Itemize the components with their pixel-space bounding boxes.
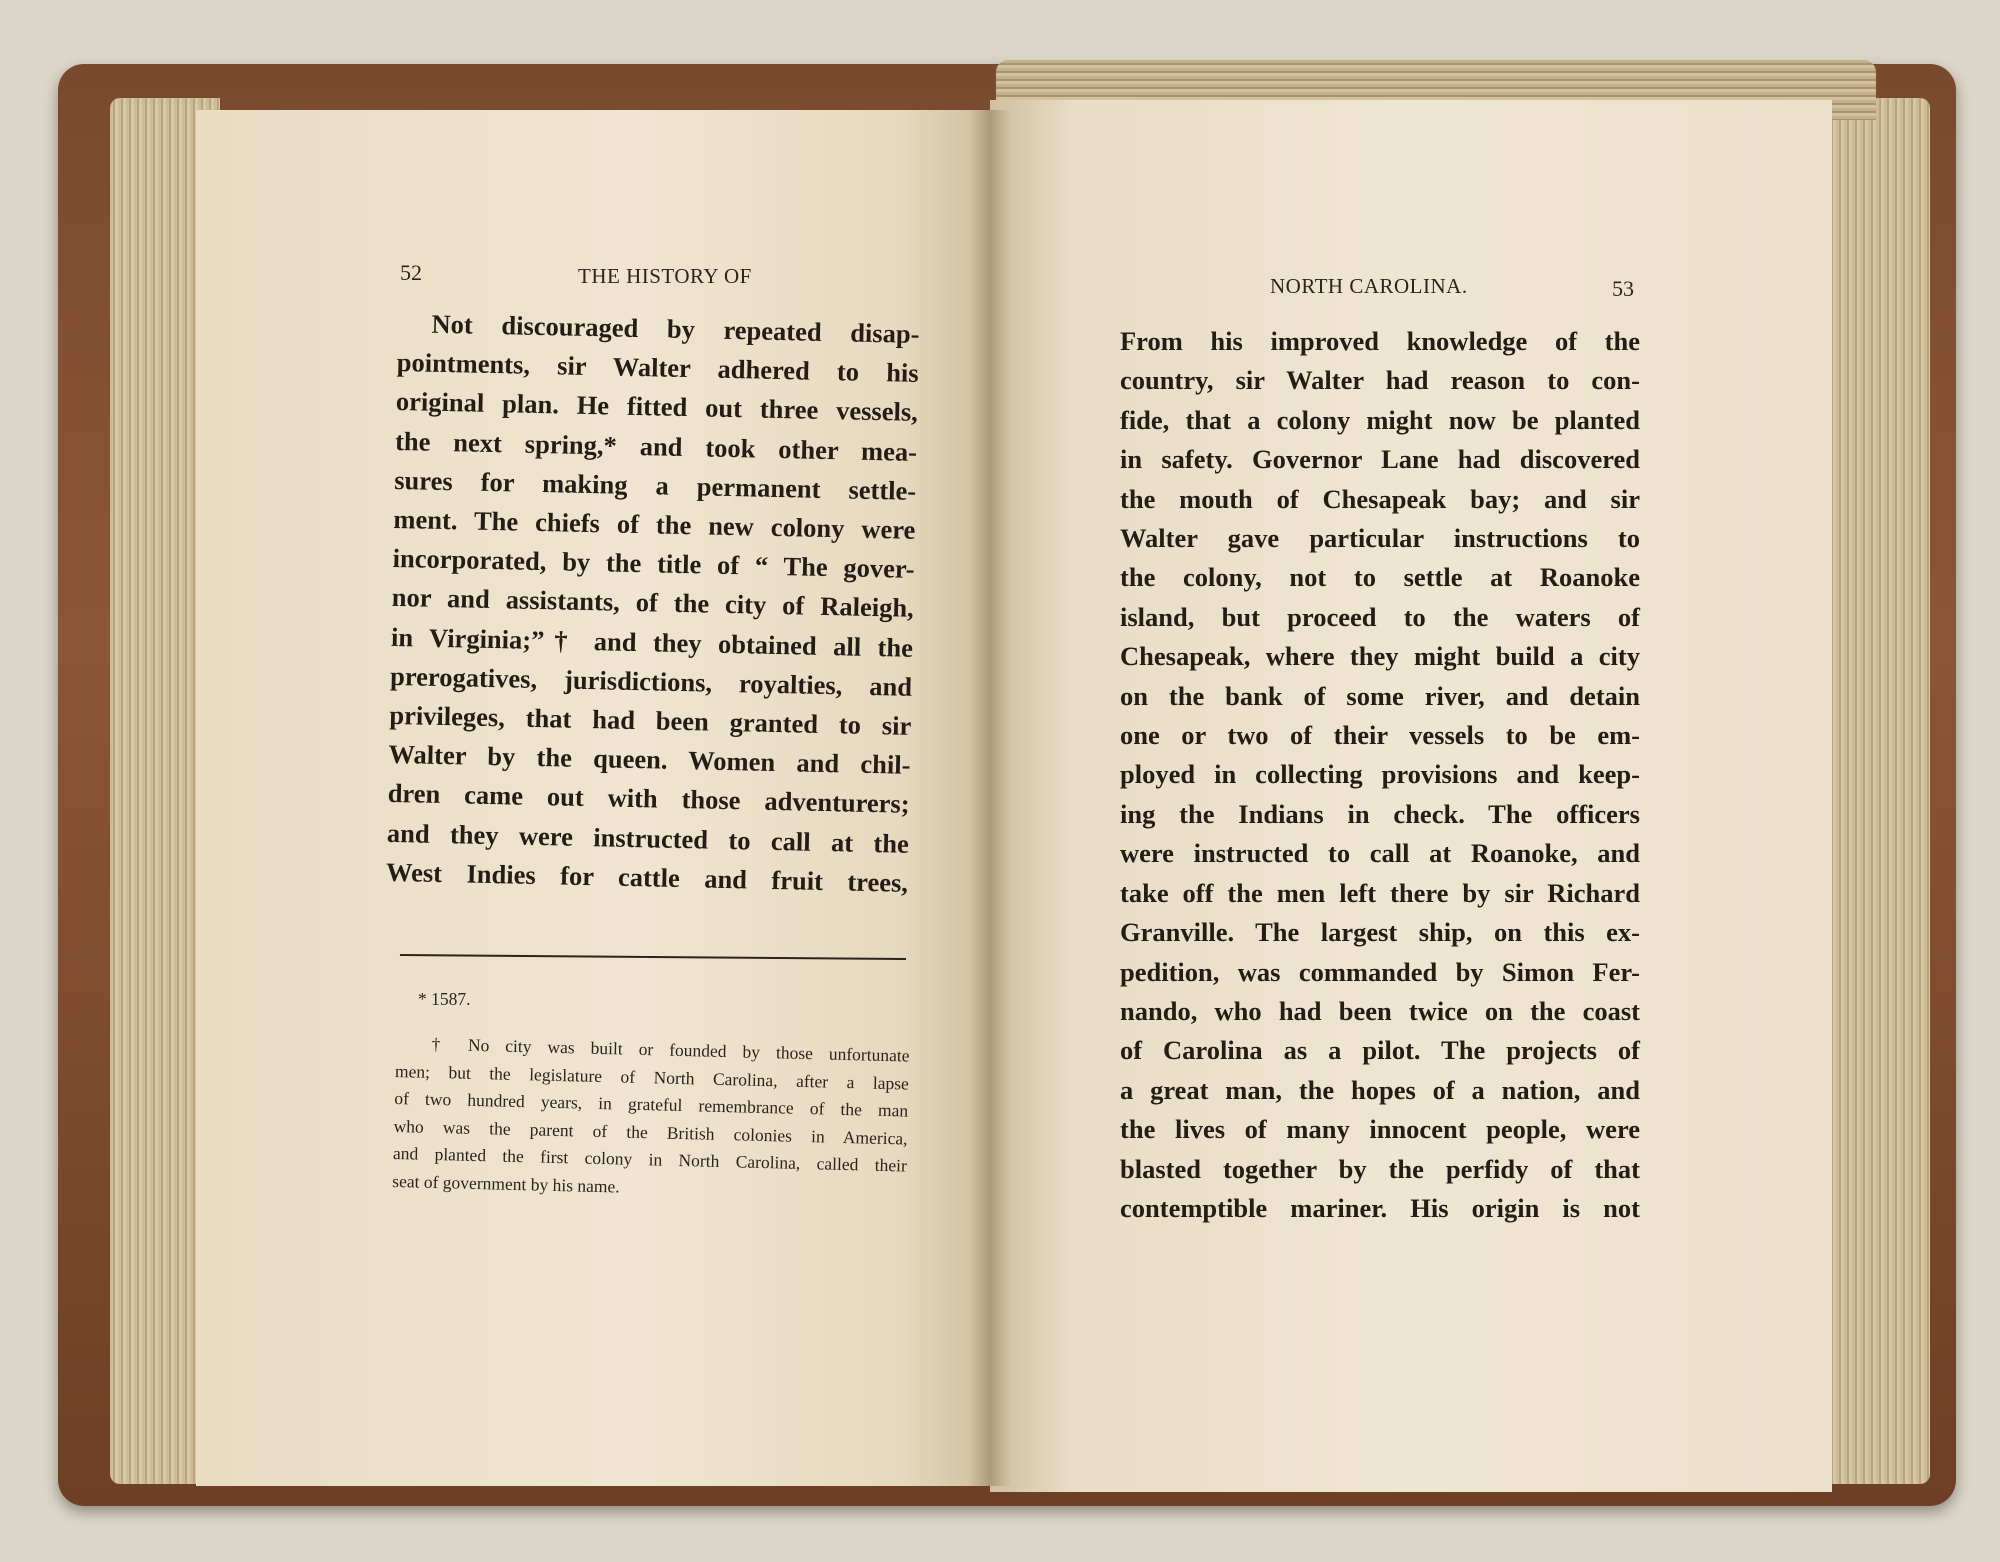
left-page-number: 52 [400,260,422,285]
text-line: on the bank of some river, and detain [1120,680,1640,711]
text-line: the mouth of Chesapeak bay; and sir [1120,483,1640,514]
text-line: Walter gave particular instructions to [1120,523,1640,554]
text-line: dren came out with those adventurers; [387,778,910,820]
footnote-star-text: * 1587. [418,989,471,1009]
text-line: country, sir Walter had reason to con- [1120,365,1640,396]
page-edges-right [1820,98,1930,1484]
text-line: were instructed to call at Roanoke, and [1120,838,1640,869]
text-line: pointments, sir Walter adhered to his [396,347,919,389]
text-line: in safety. Governor Lane had discovered [1120,444,1640,475]
footnote-line: † No city was built or founded by those unfortunate [431,1033,910,1066]
text-line: of Carolina as a pilot. The projects of [1120,1035,1640,1066]
text-line: ing the Indians in check. The officers [1120,798,1640,829]
text-line: sures for making a permanent settle- [394,464,917,506]
text-line: fide, that a colony might now be planted [1120,404,1640,435]
text-line: in Virginia;”† and they obtained all the [390,621,914,663]
text-line: ment. The chiefs of the new colony were [393,503,916,545]
left-body-text [386,304,920,903]
right-body-text [1120,322,1640,1228]
book-gutter [968,110,1012,1486]
text-line: one or two of their vessels to be em- [1120,720,1640,751]
text-line: original plan. He fitted out three vessels, [395,386,919,428]
footnote-line: seat of government by his name. [392,1170,620,1197]
text-line: the lives of many innocent people, were [1120,1114,1640,1145]
text-line: incorporated, by the title of “ The gover- [392,543,915,585]
text-line: West Indies for cattle and fruit trees, [385,856,909,898]
text-line: the next spring,* and took other mea- [394,425,918,467]
text-line: Chesapeak, where they might build a city [1120,641,1640,672]
footnote-line: and planted the first colony in North Carolina, called their [392,1142,908,1176]
text-line: Walter by the queen. Women and chil- [388,739,911,781]
text-line: privileges, that had been granted to sir [389,699,912,741]
left-running-head: THE HISTORY OF [578,264,752,288]
text-line: From his improved knowledge of the [1120,326,1640,356]
text-line: nor and assistants, of the city of Raleigh, [391,582,915,624]
text-line: and they were instructed to call at the [386,817,910,859]
footnote-line: men; but the legislature of North Carolina, after a lapse [394,1060,910,1094]
text-line: nando, who had been twice on the coast [1120,995,1640,1026]
footnote-dagger [392,1030,910,1208]
right-page-number: 53 [1612,276,1634,301]
text-line: blasted together by the perfidy of that [1120,1153,1640,1184]
text-line: the colony, not to settle at Roanoke [1120,562,1640,593]
text-line: Granville. The largest ship, on this ex- [1120,917,1640,948]
text-line: take off the men left there by sir Richard [1120,877,1640,908]
text-line: prerogatives, jurisdictions, royalties, and [389,660,913,702]
text-line: pedition, was commanded by Simon Fer- [1120,956,1640,987]
text-line: Not discouraged by repeated disap- [431,308,920,349]
footnote-line: who was the parent of the British colonies in America, [393,1115,908,1149]
footnote-star [418,986,618,1014]
right-running-head: NORTH CAROLINA. [1270,274,1468,298]
footnote-line: of two hundred years, in grateful remembrance of the man [394,1087,909,1121]
text-line: island, but proceed to the waters of [1120,601,1640,632]
text-line: ployed in collecting provisions and keep- [1120,759,1640,790]
text-line: contemptible mariner. His origin is not [1120,1192,1640,1223]
text-line: a great man, the hopes of a nation, and [1120,1074,1640,1105]
